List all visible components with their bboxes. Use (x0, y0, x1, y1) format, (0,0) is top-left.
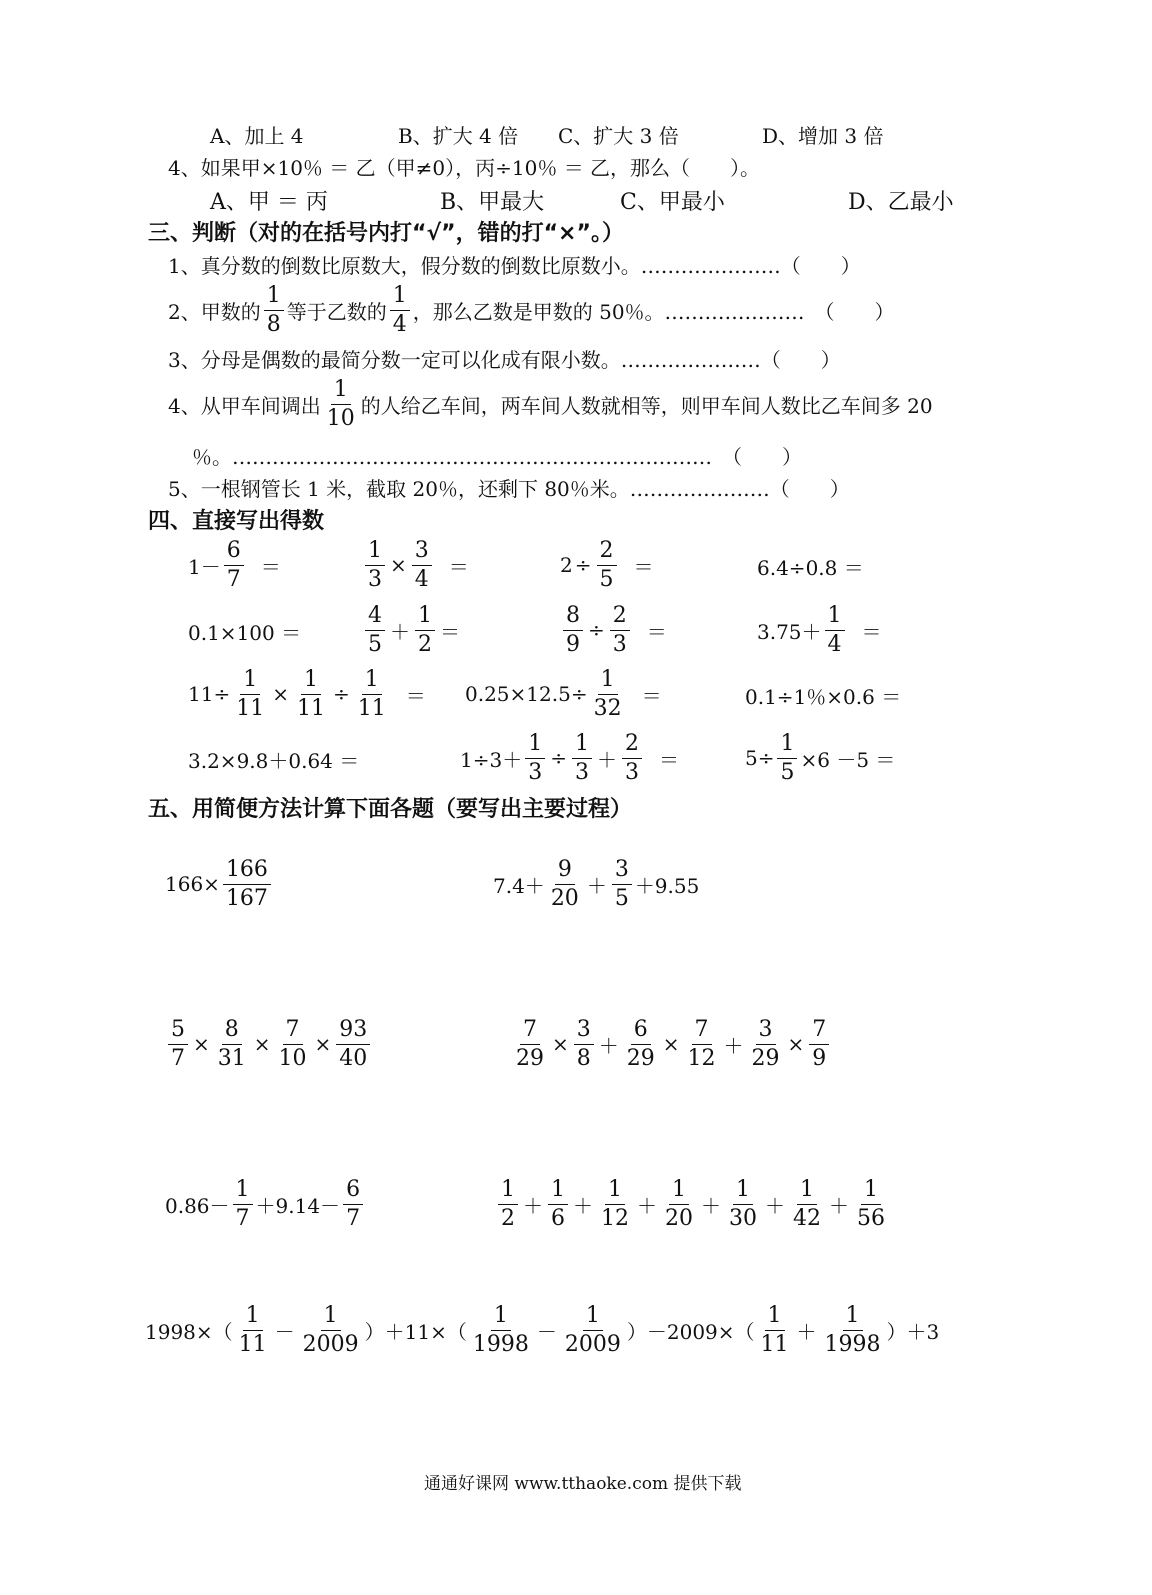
plus-sign: ＋ (523, 1193, 543, 1218)
fraction (168, 1016, 188, 1071)
simplify-1 (165, 856, 274, 912)
q3-option-a: A、加上 4 (210, 124, 304, 148)
denominator: 42 (793, 1205, 821, 1231)
q3-option-c: C、扩大 3 倍 (558, 124, 679, 148)
fraction (624, 1016, 658, 1071)
denominator: 12 (601, 1205, 629, 1231)
denominator: 4 (392, 311, 407, 337)
denominator: 7 (235, 1205, 250, 1231)
fraction (662, 1176, 696, 1231)
denominator: 3 (574, 759, 589, 785)
denominator: 7 (226, 566, 241, 592)
denominator: 3 (612, 631, 627, 657)
fraction (264, 282, 284, 337)
times-sign: × (193, 1032, 210, 1056)
fraction (809, 1016, 829, 1071)
calc-text: ＋9.14－ (255, 1193, 341, 1218)
numerator: 7 (283, 1019, 303, 1045)
fraction (513, 1016, 547, 1071)
judge-item-2-text-b: 等于乙数的 (286, 299, 387, 324)
fraction (548, 1176, 568, 1231)
denominator: 29 (516, 1045, 544, 1071)
numerator: 1 (243, 1305, 263, 1331)
numerator: 1 (415, 605, 435, 631)
numerator: 1 (233, 1179, 253, 1205)
numerator: 1 (669, 1179, 689, 1205)
simplify-5 (165, 1176, 366, 1232)
fraction (854, 1176, 888, 1231)
judge-item-4-text-a: 4、从甲车间调出 (168, 393, 321, 418)
denominator: 9 (812, 1045, 827, 1071)
calc-text: 1÷3＋ (460, 747, 523, 772)
judge-item-2-text-c: ，那么乙数是甲数的 50％。………………… （ ） (412, 299, 895, 324)
denominator: 32 (593, 695, 622, 721)
judge-item-5: 5、一根钢管长 1 米，截取 20％，还剩下 80％米。…………………（ ） (168, 477, 850, 501)
numerator: 3 (756, 1019, 776, 1045)
numerator: 1 (365, 540, 385, 566)
fraction (572, 730, 592, 785)
calc-2-1: 0.1×100 ＝ (188, 621, 302, 645)
denominator: 7 (346, 1205, 361, 1231)
calc-1-1 (188, 537, 283, 593)
calc-3-2 (465, 666, 664, 722)
numerator: 1 (525, 733, 545, 759)
divide-sign: ÷ (588, 618, 605, 642)
numerator: 8 (222, 1019, 242, 1045)
denominator: 5 (614, 885, 629, 911)
denominator: 20 (665, 1205, 693, 1231)
q4-option-b: B、甲最大 (440, 190, 545, 215)
fraction (390, 282, 410, 337)
fraction (610, 602, 630, 657)
fraction (324, 376, 358, 431)
denominator: 4 (414, 566, 429, 592)
denominator: 10 (326, 405, 355, 431)
fraction (525, 730, 545, 785)
calc-text: 5÷ (745, 746, 775, 770)
q4-option-a: A、甲 ＝ 丙 (210, 190, 328, 215)
numerator: 1 (733, 1179, 753, 1205)
numerator: 166 (223, 859, 271, 885)
fraction (233, 666, 267, 721)
calc-2-3 (560, 602, 669, 658)
numerator: 2 (622, 733, 642, 759)
fraction (685, 1016, 719, 1071)
fraction (563, 602, 583, 657)
denominator: 29 (626, 1045, 655, 1071)
calc-3-3: 0.1÷1％×0.6 ＝ (745, 685, 902, 709)
numerator: 6 (631, 1019, 651, 1045)
fraction (365, 602, 385, 657)
calc-2-4 (757, 602, 884, 658)
judge-item-2-text-a: 2、甲数的 (168, 299, 261, 324)
numerator: 93 (336, 1019, 370, 1045)
fraction (224, 537, 244, 592)
numerator: 6 (343, 1179, 363, 1205)
fraction (726, 1176, 760, 1231)
divide-sign: ÷ (550, 746, 567, 770)
numerator: 1 (777, 733, 797, 759)
times-sign: × (390, 553, 407, 577)
calc-text: 7.4＋ (493, 873, 545, 898)
numerator: 1 (240, 669, 260, 695)
denominator: 2 (501, 1205, 515, 1231)
calc-text: 11÷ (188, 682, 231, 706)
judge-item-4-text-b: 的人给乙车间，两车间人数就相等，则甲车间人数比乙车间多 20 (360, 393, 933, 418)
times-sign: × (552, 1032, 569, 1056)
plus-sign: ＋ (701, 1193, 721, 1218)
judge-item-2 (168, 282, 895, 338)
fraction (215, 1016, 249, 1071)
numerator: 7 (692, 1019, 712, 1045)
equals-sign: ＝ (440, 619, 460, 644)
numerator: 7 (520, 1019, 540, 1045)
calc-4-1: 3.2×9.8＋0.64 ＝ (188, 749, 360, 773)
calc-text: ×6 －5 ＝ (800, 747, 896, 772)
denominator: 3 (624, 759, 639, 785)
fraction (790, 1176, 824, 1231)
times-sign: × (662, 1032, 680, 1056)
denominator: 1998 (824, 1331, 881, 1357)
q3-option-d: D、增加 3 倍 (762, 124, 884, 148)
fraction (300, 1302, 362, 1357)
judge-item-3: 3、分母是偶数的最简分数一定可以化成有限小数。…………………（ ） (168, 348, 841, 372)
fraction (223, 856, 271, 911)
fraction (591, 666, 625, 721)
numerator: 5 (168, 1019, 188, 1045)
denominator: 12 (687, 1045, 716, 1071)
denominator: 10 (278, 1045, 307, 1071)
fraction (412, 537, 432, 592)
judge-item-4 (168, 376, 933, 432)
times-sign: × (314, 1032, 332, 1056)
calc-4-2 (460, 730, 681, 786)
fraction (622, 730, 642, 785)
fraction (597, 537, 617, 592)
numerator: 1 (362, 669, 382, 695)
numerator: 1 (861, 1179, 881, 1205)
fraction (498, 1176, 518, 1231)
numerator: 1 (583, 1305, 603, 1331)
calc-text: ＋9.55 (634, 873, 700, 898)
numerator: 7 (809, 1019, 829, 1045)
simplify-2 (493, 856, 699, 912)
fraction (822, 1302, 884, 1357)
equals-sign: ＝ (646, 619, 667, 644)
numerator: 3 (612, 859, 632, 885)
fraction (548, 856, 582, 911)
numerator: 1 (598, 669, 618, 695)
denominator: 31 (217, 1045, 246, 1071)
denominator: 29 (751, 1045, 780, 1071)
denominator: 56 (857, 1205, 885, 1231)
fraction (415, 602, 435, 657)
times-sign: × (272, 682, 289, 706)
denominator: 6 (551, 1205, 565, 1231)
numerator: 1 (491, 1305, 511, 1331)
divide-sign: ÷ (332, 682, 350, 706)
equals-sign: ＝ (405, 683, 426, 708)
fraction (343, 1176, 363, 1231)
page-footer: 通通好课网 www.tthaoke.com 提供下载 (424, 1474, 742, 1494)
fraction (574, 1016, 594, 1071)
denominator: 5 (368, 631, 382, 657)
denominator: 5 (780, 759, 795, 785)
calc-text: 1－ (188, 554, 221, 579)
minus-sign: － (536, 1319, 557, 1344)
minus-sign: － (274, 1319, 295, 1344)
numerator: 1 (572, 733, 592, 759)
plus-sign: ＋ (586, 873, 607, 898)
calc-1-2 (362, 537, 471, 593)
fraction (612, 856, 632, 911)
equals-sign: ＝ (633, 554, 654, 579)
denominator: 9 (566, 631, 580, 657)
section5-title: 五、用简便方法计算下面各题（要写出主要过程） (148, 797, 633, 822)
denominator: 7 (171, 1045, 185, 1071)
denominator: 167 (225, 885, 268, 911)
numerator: 1 (498, 1179, 518, 1205)
calc-2-2 (362, 602, 462, 658)
judge-item-4-continued: ％。……………………………………………………………… （ ） (192, 445, 802, 469)
plus-sign: ＋ (796, 1319, 817, 1344)
calc-1-4: 6.4÷0.8 ＝ (757, 556, 864, 580)
q4-text: 4、如果甲×10％ ＝ 乙（甲≠0），丙÷10％ ＝ 乙，那么（ ）。 (168, 156, 761, 180)
fraction (598, 1176, 632, 1231)
calc-text: ）－2009×（ (626, 1319, 755, 1344)
denominator: 8 (266, 311, 281, 337)
fraction (470, 1302, 532, 1357)
numerator: 1 (843, 1305, 863, 1331)
section3-title: 三、判断（对的在括号内打“√”，错的打“×”。） (148, 221, 624, 246)
divide-sign: ÷ (574, 553, 592, 577)
denominator: 5 (599, 566, 614, 592)
plus-sign: ＋ (390, 619, 410, 644)
denominator: 3 (368, 566, 382, 592)
plus-sign: ＋ (765, 1193, 785, 1218)
denominator: 11 (236, 695, 265, 721)
numerator: 1 (605, 1179, 625, 1205)
denominator: 20 (550, 885, 579, 911)
denominator: 3 (528, 759, 543, 785)
equals-sign: ＝ (448, 554, 469, 579)
numerator: 3 (574, 1019, 594, 1045)
plus-sign: ＋ (829, 1193, 849, 1218)
plus-sign: ＋ (723, 1033, 744, 1058)
fraction (777, 730, 797, 785)
numerator: 1 (797, 1179, 817, 1205)
plus-sign: ＋ (637, 1193, 657, 1218)
numerator: 1 (321, 1305, 341, 1331)
denominator: 1998 (472, 1331, 529, 1357)
times-sign: × (253, 1032, 271, 1056)
fraction (336, 1016, 370, 1071)
plus-sign: ＋ (596, 747, 617, 772)
calc-text: 0.25×12.5÷ (465, 682, 588, 706)
equals-sign: ＝ (861, 619, 882, 644)
denominator: 30 (729, 1205, 757, 1231)
calc-text: 0.86－ (165, 1193, 230, 1218)
simplify-6 (495, 1176, 891, 1232)
calc-4-3 (745, 730, 895, 786)
fraction (749, 1016, 783, 1071)
fraction (562, 1302, 624, 1357)
equals-sign: ＝ (658, 747, 679, 772)
denominator: 2009 (564, 1331, 621, 1357)
calc-text: 1998×（ (145, 1319, 233, 1344)
equals-sign: ＝ (641, 683, 662, 708)
denominator: 4 (827, 631, 842, 657)
times-sign: × (787, 1032, 805, 1056)
numerator: 1 (264, 285, 284, 311)
denominator: 2 (418, 631, 432, 657)
calc-text: 166× (165, 872, 220, 896)
numerator: 9 (555, 859, 575, 885)
denominator: 40 (339, 1045, 368, 1071)
fraction (758, 1302, 792, 1357)
numerator: 1 (331, 379, 351, 405)
numerator: 1 (301, 669, 321, 695)
numerator: 1 (548, 1179, 568, 1205)
section4-title: 四、直接写出得数 (148, 509, 325, 534)
plus-sign: ＋ (598, 1033, 619, 1058)
plus-sign: ＋ (573, 1193, 593, 1218)
simplify-4 (510, 1016, 832, 1072)
denominator: 8 (576, 1045, 591, 1071)
denominator: 11 (238, 1331, 267, 1357)
numerator: 4 (365, 605, 385, 631)
fraction (365, 537, 385, 592)
calc-text: ）＋3 (886, 1319, 940, 1344)
fraction (233, 1176, 253, 1231)
numerator: 8 (563, 605, 583, 631)
q3-option-b: B、扩大 4 倍 (398, 124, 519, 148)
denominator: 11 (357, 695, 386, 721)
q4-option-d: D、乙最小 (848, 190, 954, 215)
denominator: 11 (760, 1331, 789, 1357)
numerator: 1 (825, 605, 845, 631)
simplify-3 (165, 1016, 373, 1072)
fraction (355, 666, 389, 721)
calc-text: 3.75＋ (757, 619, 822, 644)
q4-option-c: C、甲最小 (620, 190, 725, 215)
numerator: 1 (765, 1305, 785, 1331)
fraction (825, 602, 845, 657)
numerator: 3 (412, 540, 432, 566)
numerator: 6 (224, 540, 244, 566)
denominator: 2009 (302, 1331, 359, 1357)
simplify-7 (145, 1302, 939, 1358)
numerator: 2 (597, 540, 617, 566)
fraction (294, 666, 328, 721)
numerator: 2 (610, 605, 630, 631)
numerator: 1 (390, 285, 410, 311)
denominator: 11 (296, 695, 325, 721)
calc-text: ）＋11×（ (364, 1319, 467, 1344)
calc-3-1 (188, 666, 428, 722)
fraction (236, 1302, 270, 1357)
calc-1-3: 2 ÷ $\frac{2}{5}$ ＝ (560, 537, 654, 592)
equals-sign: ＝ (260, 554, 281, 579)
fraction (276, 1016, 310, 1071)
judge-item-1: 1、真分数的倒数比原数大，假分数的倒数比原数小。…………………（ ） (168, 254, 861, 278)
